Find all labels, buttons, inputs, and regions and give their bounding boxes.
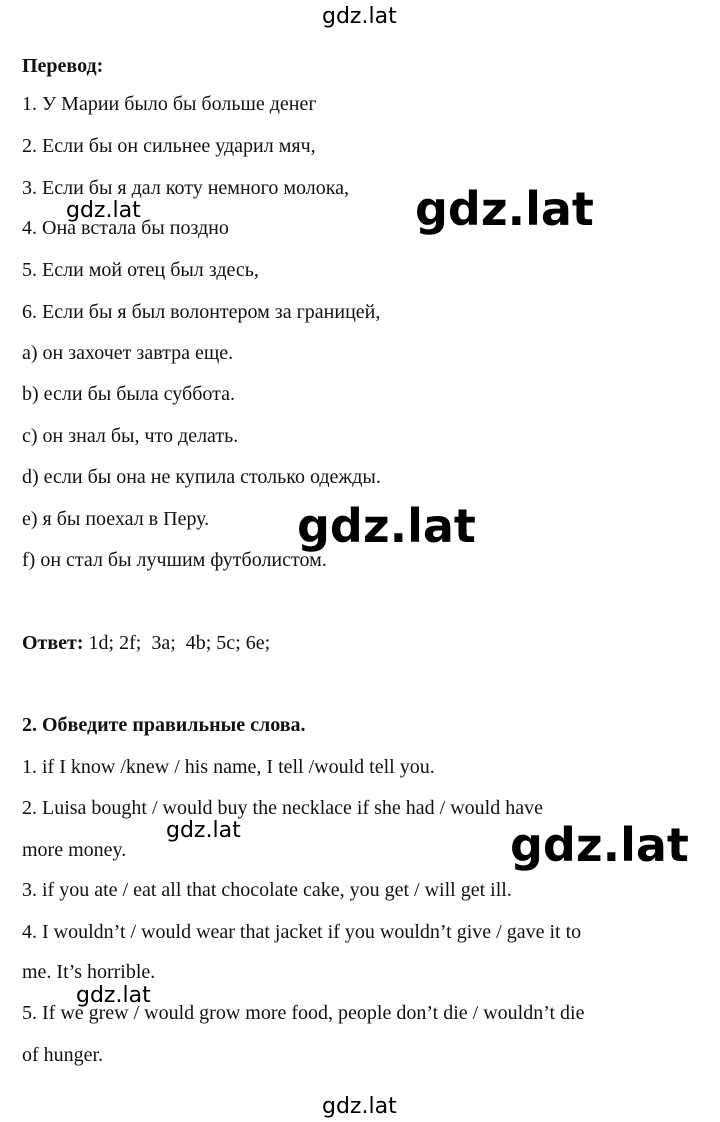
- exercise-line: 4. I wouldn’t / would wear that jacket if you wouldn’t give / gave it to: [22, 921, 582, 943]
- translation-item: 6. Если бы я был волонтером за границей,: [22, 301, 381, 323]
- watermark-small-3: gdz.lat: [76, 983, 151, 1008]
- translation-item: e) я бы поехал в Перу.: [22, 508, 210, 530]
- exercise-line: 2. Luisa bought / would buy the necklace if she had / would have: [22, 797, 543, 819]
- watermark-small-1: gdz.lat: [66, 198, 141, 223]
- watermark-large-3: gdz.lat: [510, 818, 689, 872]
- translation-item: b) если бы была суббота.: [22, 383, 235, 405]
- watermark-bottom: gdz.lat: [322, 1094, 397, 1119]
- exercise-line: 5. If we grew / would grow more food, people don’t die / wouldn’t die: [22, 1002, 585, 1024]
- answer-value: 1d; 2f; 3a; 4b; 5c; 6e;: [83, 632, 271, 654]
- watermark-small-2: gdz.lat: [166, 818, 241, 843]
- exercise-line: of hunger.: [22, 1044, 104, 1066]
- exercise-line: 1. if I know /knew / his name, I tell /would tell you.: [22, 756, 435, 778]
- watermark-top: gdz.lat: [322, 4, 397, 29]
- translation-item: 4. Она встала бы поздно: [22, 217, 229, 239]
- exercise-line: me. It’s horrible.: [22, 961, 156, 983]
- translation-item: d) если бы она не купила столько одежды.: [22, 466, 381, 488]
- translation-item: 2. Если бы он сильнее ударил мяч,: [22, 135, 316, 157]
- translation-item: 3. Если бы я дал коту немного молока,: [22, 177, 350, 199]
- exercise-line: more money.: [22, 839, 127, 861]
- answer-line: [22, 633, 270, 653]
- exercise-2-heading: 2. Обведите правильные слова.: [22, 714, 306, 736]
- exercise-line: 3. if you ate / eat all that chocolate cake, you get / will get ill.: [22, 879, 512, 901]
- translation-item: 5. Если мой отец был здесь,: [22, 259, 259, 281]
- translation-heading: Перевод:: [22, 55, 104, 77]
- watermark-large-1: gdz.lat: [415, 182, 594, 236]
- answer-label: Ответ:: [22, 632, 84, 654]
- translation-item: a) он захочет завтра еще.: [22, 342, 234, 364]
- translation-item: 1. У Марии было бы больше денег: [22, 93, 317, 115]
- translation-item: f) он стал бы лучшим футболистом.: [22, 549, 327, 571]
- watermark-large-2: gdz.lat: [297, 499, 476, 553]
- translation-item: c) он знал бы, что делать.: [22, 425, 239, 447]
